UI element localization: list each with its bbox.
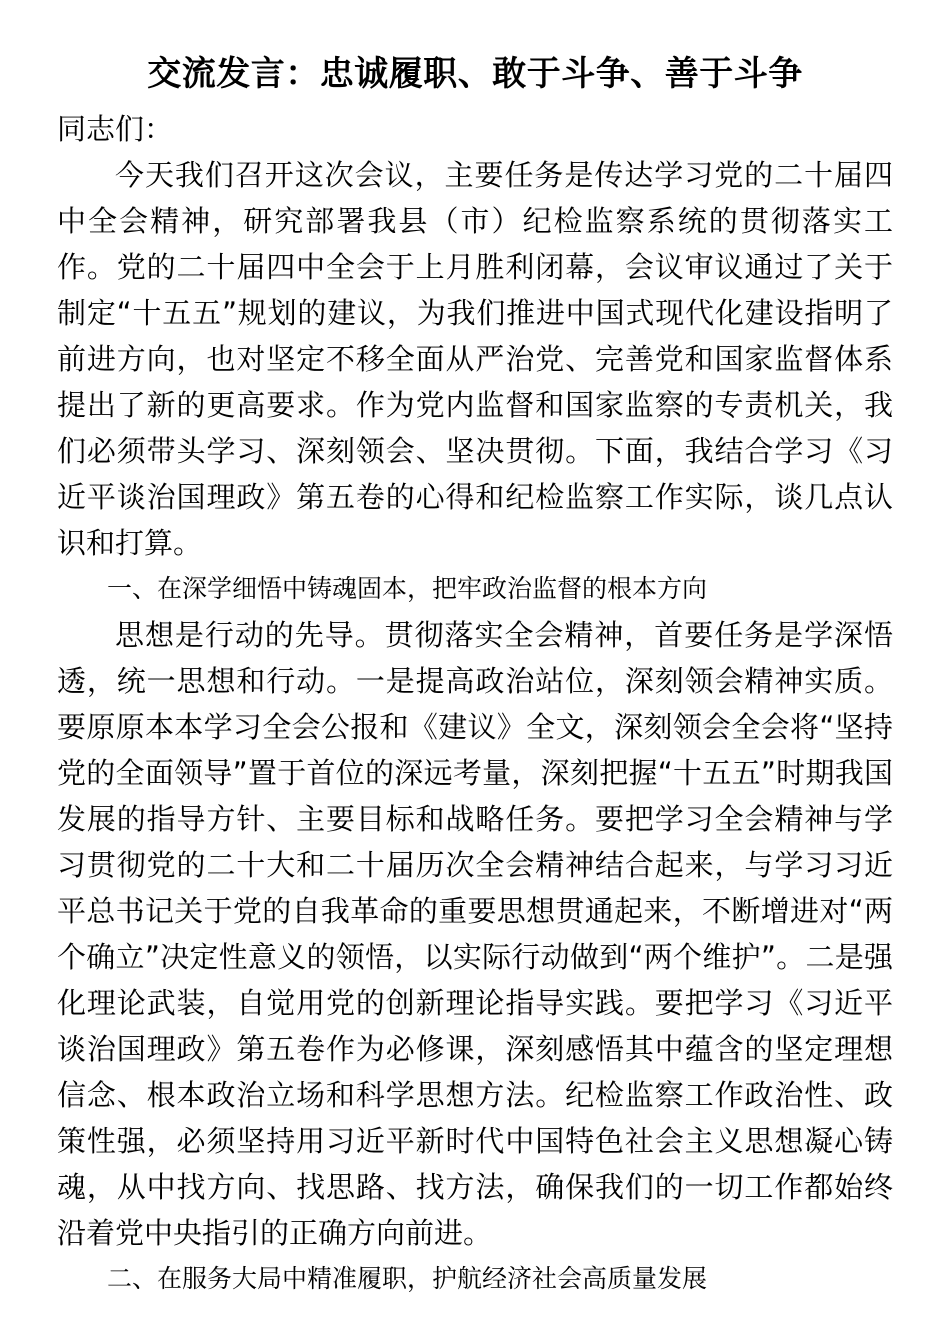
- section-heading-two: 二、在服务大局中精准履职，护航经济社会高质量发展: [107, 1264, 708, 1293]
- section-heading-one: 一、在深学细悟中铸魂固本，把牢政治监督的根本方向: [107, 574, 708, 603]
- section-one-paragraph: 思想是行动的先导。贯彻落实全会精神，首要任务是学深悟透，统一思想和行动。一是提高政治站位，深刻领会精神实质。要原原本本学习全会公报和《建议》全文，深刻领会全会将“坚持党的全面领导”置于首位的深远考量，深刻把握“十五五”时期我国发展的指导方针、主要目标和战略任务。要把学习全会精神与学习贯彻党的二十大和二十届历次全会精神结合起来，与学习习近平总书记关于党的自我革命的重要思想贯通起来，不断增进对“两个确立”决定性意义的领悟，以实际行动做到“两个维护”。二是强化理论武装，自觉用党的创新理论指导实践。要把学习《习近平谈治国理政》第五卷作为必修课，深刻感悟其中蕴含的坚定理想信念、根本政治立场和科学思想方法。纪检监察工作政治性、政策性强，必须坚持用习近平新时代中国特色社会主义思想凝心铸魂，从中找方向、找思路、找方法，确保我们的一切工作都始终沿着党中央指引的正确方向前进。: [57, 618, 893, 1250]
- intro-paragraph: 今天我们召开这次会议，主要任务是传达学习党的二十届四中全会精神，研究部署我县（市）纪检监察系统的贯彻落实工作。党的二十届四中全会于上月胜利闭幕，会议审议通过了关于制定“十五五”规划的建议，为我们推进中国式现代化建设指明了前进方向，也对坚定不移全面从严治党、完善党和国家监督体系提出了新的更高要求。作为党内监督和国家监察的专责机关，我们必须带头学习、深刻领会、坚决贯彻。下面，我结合学习《习近平谈治国理政》第五卷的心得和纪检监察工作实际，谈几点认识和打算。: [57, 158, 893, 560]
- page-title: 交流发言：忠诚履职、敢于斗争、善于斗争: [147, 54, 803, 94]
- salutation-line: 同志们：: [57, 112, 174, 146]
